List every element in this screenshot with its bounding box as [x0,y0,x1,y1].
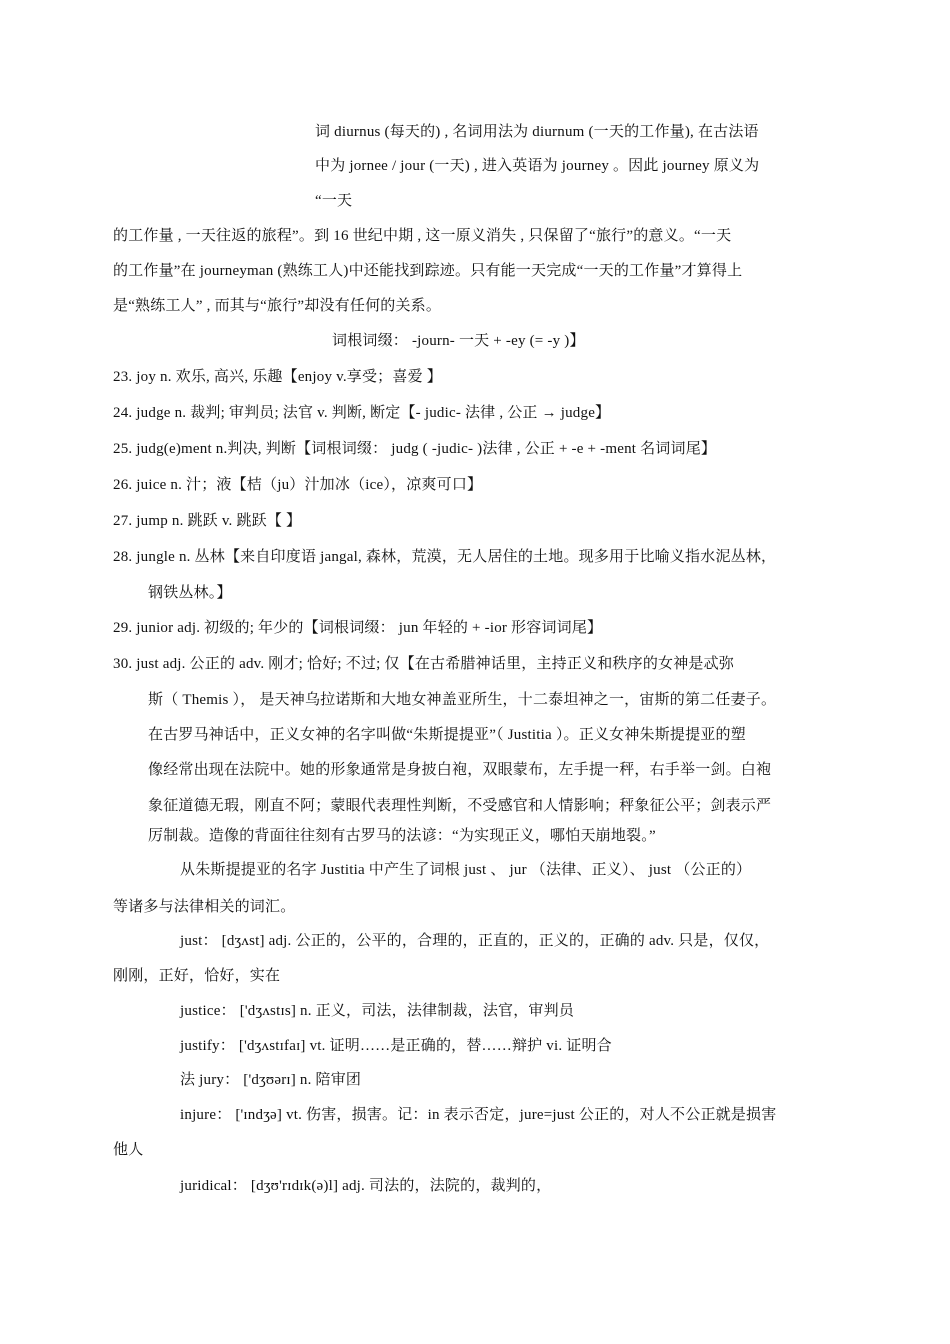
text-line: 的工作量”在 journeyman (熟练工人)中还能找到踪迹。只有能一天完成“一天的工作量”才算得上 [113,263,743,279]
list-item: 23. joy n. 欢乐, 高兴, 乐趣【enjoy v.享受；喜爱 】 [113,369,442,385]
list-item: 25. judg(e)ment n.判决, 判断【词根词缀： judg ( -judic- )法律 , 公正 + -e + -ment 名词词尾】 [113,441,717,457]
list-item: 27. jump n. 跳跃 v. 跳跃【 】 [113,513,302,529]
text-line: 斯（ Themis ）， 是天神乌拉诺斯和大地女神盖亚所生，十二泰坦神之一，宙斯的第二任妻子。 [148,692,777,708]
text-line: “一天 [315,193,353,209]
vocab-entry: just： [dʒʌst] adj. 公正的，公平的，合理的，正直的，正义的，正确的 adv. 只是，仅仅， [180,933,770,949]
vocab-entry: justice： ['dʒʌstɪs] n. 正义，司法，法律制裁，法官，审判员 [180,1003,575,1019]
text-line: 刚刚，正好，恰好，实在 [113,968,281,984]
vocab-entry: juridical： [dʒʊ'rɪdɪk(ə)l] adj. 司法的，法院的，裁判的， [180,1178,552,1194]
list-item: 24. judge n. 裁判; 审判员; 法官 v. 判断, 断定【- judic- 法律 , 公正 → judge】 [113,405,611,421]
text-line: 从朱斯提提亚的名字 Justitia 中产生了词根 just 、 jur （法律、正义）、 just （公正的） [180,862,752,878]
text-line: 在古罗马神话中，正义女神的名字叫做“朱斯提提亚”（ Justitia ）。正义女神朱斯提提亚的塑 [148,727,746,743]
vocab-entry: justify： ['dʒʌstɪfaɪ] vt. 证明……是正确的，替……辩护 vi. 证明合 [180,1038,612,1054]
text-line: 等诸多与法律相关的词汇。 [113,899,296,915]
text-line: 象征道德无瑕，刚直不阿；蒙眼代表理性判断，不受感官和人情影响；秤象征公平；剑表示严 [148,798,772,814]
text-line: 中为 jornee / jour (一天) , 进入英语为 journey 。因此 journey 原义为 [315,158,760,174]
text-line: 的工作量 , 一天往返的旅程”。到 16 世纪中期 , 这一原义消失 , 只保留了“旅行”的意义。“一天 [113,228,732,244]
text-line: 像经常出现在法院中。她的形象通常是身披白袍，双眼蒙布，左手提一秤，右手举一剑。白袍 [148,762,772,778]
text-line: 词根词缀： -journ- 一天 + -ey (= -y )】 [332,333,585,349]
list-item: 29. junior adj. 初级的; 年少的【词根词缀： jun 年轻的 + -ior 形容词词尾】 [113,620,603,636]
list-item: 30. just adj. 公正的 adv. 刚才; 恰好; 不过; 仅【在古希腊神话里，主持正义和秩序的女神是忒弥 [113,656,735,672]
text-line: 是“熟练工人” , 而其与“旅行”却没有任何的关系。 [113,298,442,314]
vocab-entry: 法 jury： ['dʒʊərɪ] n. 陪审团 [180,1072,362,1088]
list-item: 26. juice n. 汁；液【桔（ju）汁加冰（ice），凉爽可口】 [113,477,483,493]
text-line: 他人 [113,1142,144,1158]
text-line: 厉制裁。造像的背面往往刻有古罗马的法谚：“为实现正义，哪怕天崩地裂。” [148,828,656,844]
text-line: 钢铁丛林。】 [148,585,232,601]
vocab-entry: injure： ['ɪndʒə] vt. 伤害，损害。记：in 表示否定，jure=just 公正的，对人不公正就是损害 [180,1107,777,1123]
text-line: 词 diurnus (每天的) , 名词用法为 diurnum (一天的工作量), 在古法语 [315,124,759,140]
list-item: 28. jungle n. 丛林【来自印度语 jangal, 森林，荒漠，无人居住的土地。现多用于比喻义指水泥丛林， [113,549,777,565]
